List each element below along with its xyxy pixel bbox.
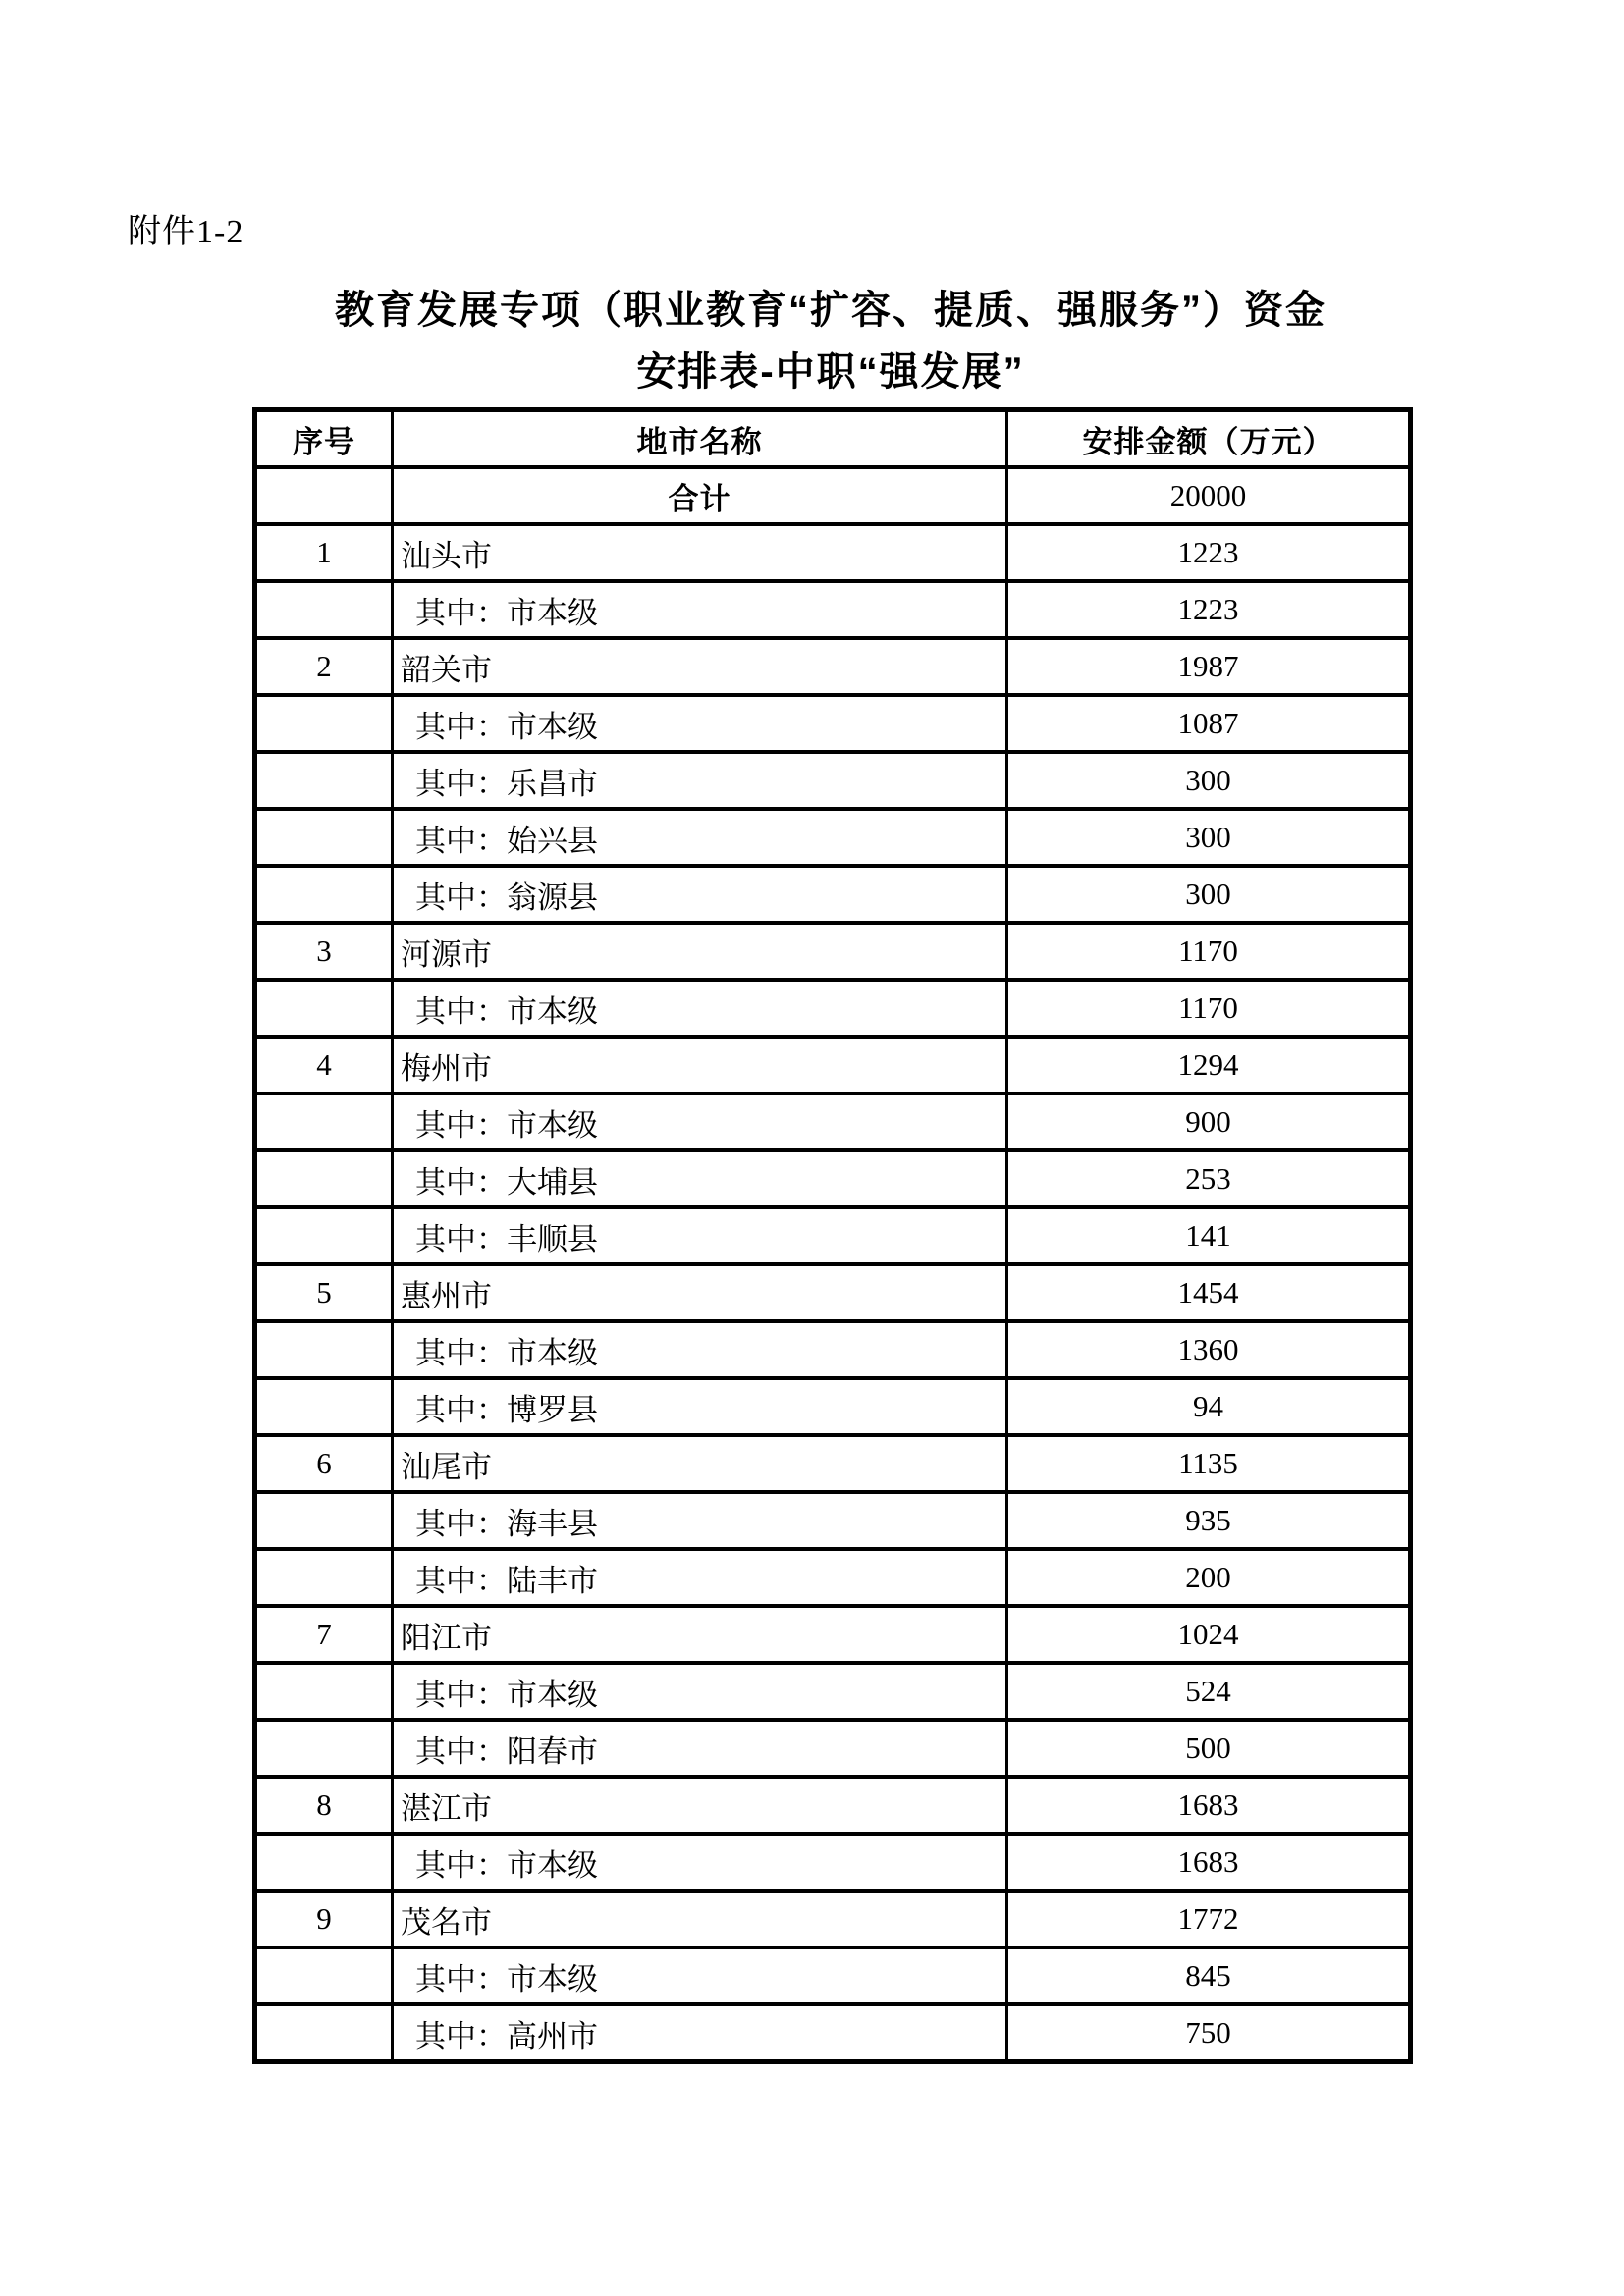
table-row [255, 980, 1411, 1037]
row-index-cell [255, 1378, 393, 1435]
row-name-cell: 其中：市本级 [393, 1663, 1007, 1720]
row-amount-cell: 300 [1007, 866, 1411, 923]
total-index-cell [255, 467, 393, 524]
title-line-1: 教育发展专项（职业教育“扩容、提质、强服务”）资金 [335, 289, 1326, 332]
row-name-cell: 其中：海丰县 [393, 1492, 1007, 1549]
funding-table [252, 407, 1413, 2064]
row-amount-cell: 750 [1007, 2004, 1411, 2062]
row-name-cell: 其中：始兴县 [393, 809, 1007, 866]
table-row [255, 1094, 1411, 1150]
row-amount-cell: 1223 [1007, 524, 1411, 581]
row-amount-cell: 935 [1007, 1492, 1411, 1549]
row-index-cell: 7 [255, 1606, 393, 1663]
row-name-cell: 其中：市本级 [393, 1834, 1007, 1891]
row-index-cell [255, 752, 393, 809]
table-row [255, 581, 1411, 638]
table-row [255, 1207, 1411, 1264]
row-name-cell: 其中：大埔县 [393, 1150, 1007, 1207]
total-label: 合计 [393, 467, 1007, 524]
row-amount-cell: 1360 [1007, 1321, 1411, 1378]
table-row [255, 1378, 1411, 1435]
row-index-cell [255, 1094, 393, 1150]
row-name-cell: 其中：丰顺县 [393, 1207, 1007, 1264]
table-row [255, 923, 1411, 980]
row-name-cell: 其中：市本级 [393, 695, 1007, 752]
row-name-cell: 茂名市 [393, 1891, 1007, 1948]
row-index-cell: 2 [255, 638, 393, 695]
table-row [255, 1606, 1411, 1663]
row-index-cell [255, 1492, 393, 1549]
row-index-cell: 3 [255, 923, 393, 980]
row-amount-cell: 141 [1007, 1207, 1411, 1264]
row-name-cell: 其中：市本级 [393, 980, 1007, 1037]
row-name-cell: 其中：市本级 [393, 1948, 1007, 2004]
row-name-cell: 其中：乐昌市 [393, 752, 1007, 809]
col-header-amount: 安排金额（万元） [1007, 410, 1411, 468]
row-index-cell [255, 695, 393, 752]
table-row [255, 1777, 1411, 1834]
row-amount-cell: 94 [1007, 1378, 1411, 1435]
row-index-cell [255, 1663, 393, 1720]
row-amount-cell: 1772 [1007, 1891, 1411, 1948]
total-row [255, 467, 1411, 524]
table-row [255, 1549, 1411, 1606]
row-amount-cell: 1170 [1007, 923, 1411, 980]
row-name-cell: 阳江市 [393, 1606, 1007, 1663]
row-index-cell: 8 [255, 1777, 393, 1834]
table-row [255, 695, 1411, 752]
table-row [255, 1321, 1411, 1378]
table-row [255, 1037, 1411, 1094]
row-index-cell [255, 581, 393, 638]
row-amount-cell: 524 [1007, 1663, 1411, 1720]
row-amount-cell: 1024 [1007, 1606, 1411, 1663]
row-amount-cell: 300 [1007, 809, 1411, 866]
row-name-cell: 梅州市 [393, 1037, 1007, 1094]
row-amount-cell: 1223 [1007, 581, 1411, 638]
row-amount-cell: 200 [1007, 1549, 1411, 1606]
row-name-cell: 其中：市本级 [393, 1094, 1007, 1150]
table-row [255, 1150, 1411, 1207]
row-name-cell: 其中：翁源县 [393, 866, 1007, 923]
row-index-cell: 6 [255, 1435, 393, 1492]
row-amount-cell: 1987 [1007, 638, 1411, 695]
row-index-cell [255, 1321, 393, 1378]
table-row [255, 1492, 1411, 1549]
row-name-cell: 其中：市本级 [393, 1321, 1007, 1378]
row-amount-cell: 900 [1007, 1094, 1411, 1150]
table-row [255, 866, 1411, 923]
title-line-2: 安排表-中职“强发展” [636, 350, 1025, 394]
row-name-cell: 湛江市 [393, 1777, 1007, 1834]
row-name-cell: 韶关市 [393, 638, 1007, 695]
row-name-cell: 其中：高州市 [393, 2004, 1007, 2062]
row-index-cell [255, 809, 393, 866]
document-title [234, 280, 1428, 403]
row-index-cell [255, 1834, 393, 1891]
table-row [255, 2004, 1411, 2062]
row-index-cell [255, 1720, 393, 1777]
row-amount-cell: 1294 [1007, 1037, 1411, 1094]
row-amount-cell: 1683 [1007, 1777, 1411, 1834]
row-index-cell: 1 [255, 524, 393, 581]
header-row [255, 410, 1411, 468]
row-name-cell: 其中：阳春市 [393, 1720, 1007, 1777]
row-amount-cell: 1135 [1007, 1435, 1411, 1492]
row-amount-cell: 500 [1007, 1720, 1411, 1777]
row-index-cell [255, 1948, 393, 2004]
row-index-cell [255, 2004, 393, 2062]
row-name-cell: 其中：陆丰市 [393, 1549, 1007, 1606]
table-row [255, 1663, 1411, 1720]
row-amount-cell: 300 [1007, 752, 1411, 809]
row-name-cell: 汕头市 [393, 524, 1007, 581]
row-name-cell: 惠州市 [393, 1264, 1007, 1321]
row-amount-cell: 253 [1007, 1150, 1411, 1207]
row-index-cell [255, 1150, 393, 1207]
row-index-cell: 4 [255, 1037, 393, 1094]
col-header-index: 序号 [255, 410, 393, 468]
table-row [255, 638, 1411, 695]
table-row [255, 752, 1411, 809]
row-amount-cell: 1454 [1007, 1264, 1411, 1321]
row-index-cell: 9 [255, 1891, 393, 1948]
row-index-cell [255, 1207, 393, 1264]
row-amount-cell: 1683 [1007, 1834, 1411, 1891]
total-amount: 20000 [1007, 467, 1411, 524]
row-index-cell [255, 980, 393, 1037]
table-row [255, 1720, 1411, 1777]
row-name-cell: 河源市 [393, 923, 1007, 980]
row-index-cell [255, 1549, 393, 1606]
table-row [255, 524, 1411, 581]
row-name-cell: 其中：市本级 [393, 581, 1007, 638]
row-name-cell: 汕尾市 [393, 1435, 1007, 1492]
table-row [255, 809, 1411, 866]
table-row [255, 1435, 1411, 1492]
row-amount-cell: 1170 [1007, 980, 1411, 1037]
col-header-city: 地市名称 [393, 410, 1007, 468]
table-row [255, 1891, 1411, 1948]
row-index-cell [255, 866, 393, 923]
attachment-label: 附件1-2 [128, 214, 244, 250]
row-name-cell: 其中：博罗县 [393, 1378, 1007, 1435]
table-row [255, 1834, 1411, 1891]
row-amount-cell: 845 [1007, 1948, 1411, 2004]
row-index-cell: 5 [255, 1264, 393, 1321]
table-row [255, 1948, 1411, 2004]
row-amount-cell: 1087 [1007, 695, 1411, 752]
table-row [255, 1264, 1411, 1321]
